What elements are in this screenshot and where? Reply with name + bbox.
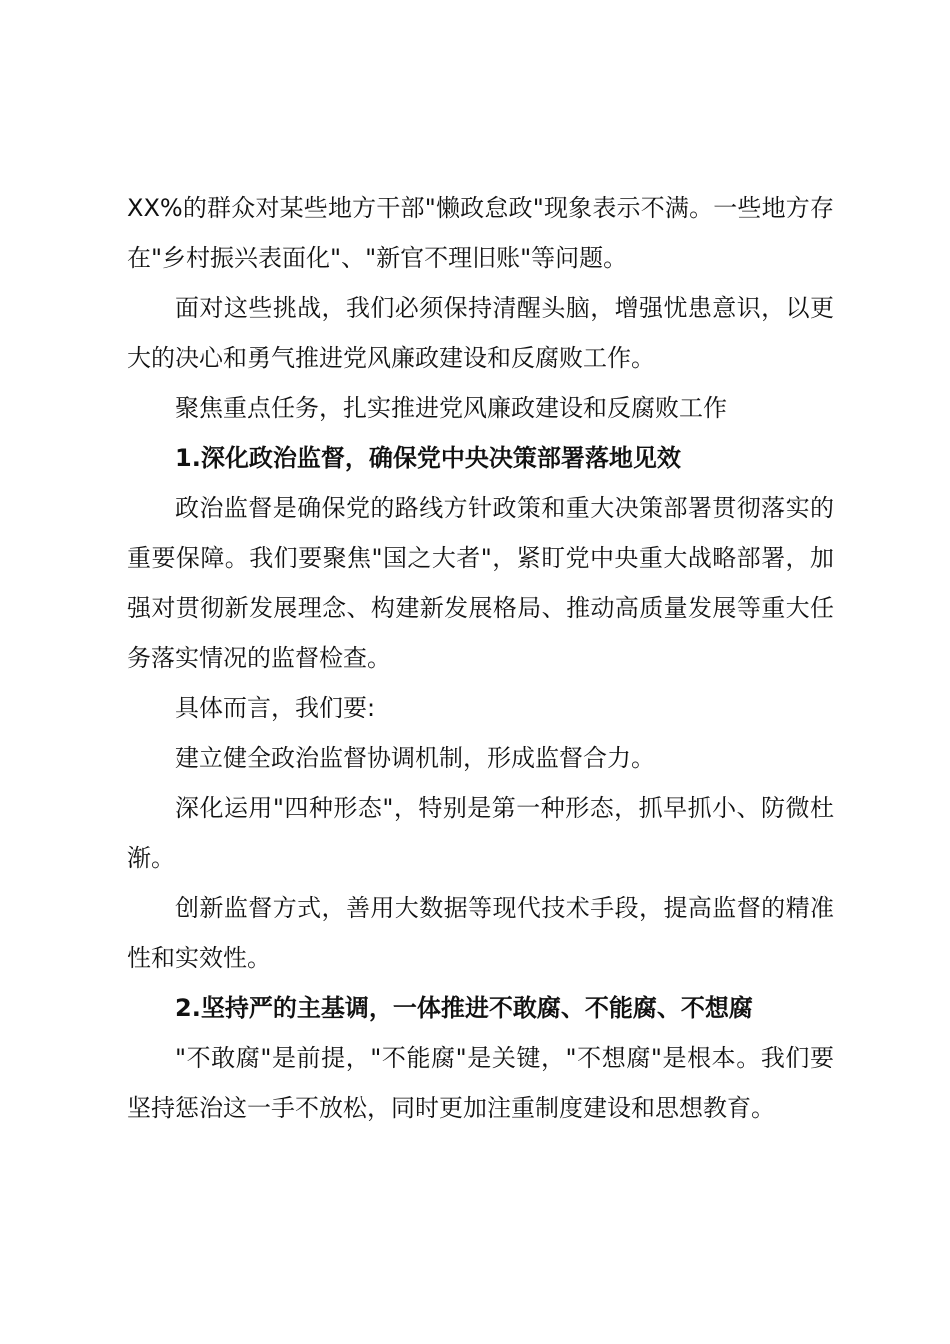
list-item-innovative-supervision: 创新监督方式，善用大数据等现代技术手段，提高监督的精准性和实效性。 <box>127 894 834 972</box>
subheading-strict-tone: 2.坚持严的主基调，一体推进不敢腐、不能腐、不想腐 <box>175 994 753 1022</box>
list-item-coordination-mechanism: 建立健全政治监督协调机制，形成监督合力。 <box>175 744 655 772</box>
paragraph-continued-survey: XX%的群众对某些地方干部"懒政怠政"现象表示不满。一些地方存在"乡村振兴表面化"、"新官不理旧账"等问题。 <box>127 194 834 272</box>
list-item-four-forms: 深化运用"四种形态"，特别是第一种形态，抓早抓小、防微杜渐。 <box>127 794 834 872</box>
subheading-political-supervision: 1.深化政治监督，确保党中央决策部署落地见效 <box>175 444 681 472</box>
paragraph-challenges: 面对这些挑战，我们必须保持清醒头脑，增强忧患意识，以更大的决心和勇气推进党风廉政建设和反腐败工作。 <box>127 294 834 372</box>
document-body <box>127 183 834 1133</box>
paragraph-specifically: 具体而言，我们要: <box>175 694 376 722</box>
section-heading-key-tasks: 聚焦重点任务，扎实推进党风廉政建设和反腐败工作 <box>175 394 727 422</box>
paragraph-anti-corruption: "不敢腐"是前提，"不能腐"是关键，"不想腐"是根本。我们要坚持惩治这一手不放松，同时更加注重制度建设和思想教育。 <box>127 1044 834 1122</box>
paragraph-political-supervision: 政治监督是确保党的路线方针政策和重大决策部署贯彻落实的重要保障。我们要聚焦"国之大者"，紧盯党中央重大战略部署，加强对贯彻新发展理念、构建新发展格局、推动高质量发展等重大任务落实情况的监督检查。 <box>127 494 834 672</box>
